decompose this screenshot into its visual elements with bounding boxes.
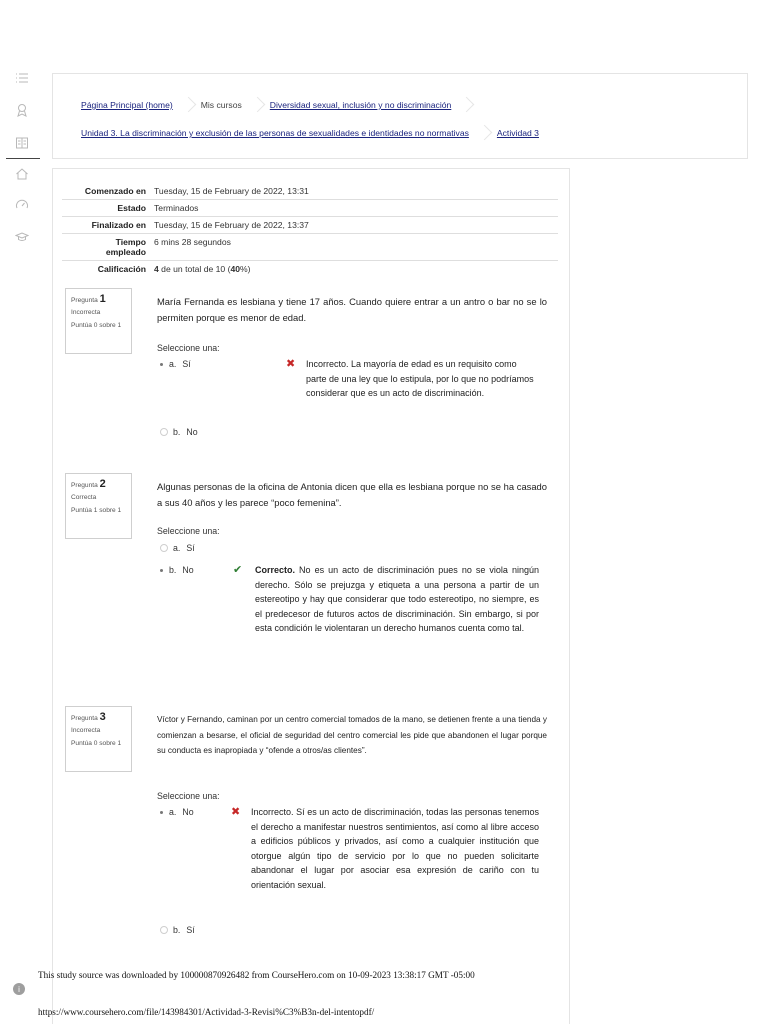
answer-text: No — [182, 807, 194, 817]
grade-label: Calificación — [97, 264, 146, 274]
summary-row-state — [62, 200, 558, 217]
incorrect-x-icon: ✖ — [231, 806, 241, 818]
answer-option-3a[interactable] — [157, 807, 194, 817]
question-points: Puntúa 1 sobre 1 — [71, 506, 122, 514]
correct-check-icon: ✔ — [233, 564, 243, 576]
answer-text: Sí — [182, 359, 191, 369]
book-icon[interactable] — [12, 133, 32, 153]
question-status: Correcta — [71, 494, 97, 501]
breadcrumb-activity-link[interactable]: Actividad 3 — [496, 128, 539, 138]
breadcrumb-my-courses: Mis cursos — [200, 100, 242, 110]
breadcrumb-separator — [252, 96, 260, 114]
grade-percent: 40 — [230, 264, 241, 274]
feedback-1 — [306, 357, 536, 401]
finished-value: Tuesday, 15 de February de 2022, 13:37 — [154, 220, 309, 230]
breadcrumb-line-2 — [81, 124, 539, 142]
breadcrumb-separator — [479, 124, 487, 142]
feedback-title: Incorrecto. — [306, 359, 349, 369]
question-text-2: Algunas personas de la oficina de Antonia dicen que ella es lesbiana porque no se ha casado a sus 40 años y les parece “poco femenina”. — [157, 481, 547, 508]
summary-row-grade — [62, 261, 558, 278]
question-info-1 — [65, 288, 132, 354]
dashboard-icon[interactable] — [12, 195, 32, 215]
grade-value — [154, 264, 558, 274]
selected-dot — [160, 569, 163, 572]
feedback-title: Incorrecto. — [251, 807, 294, 817]
badge-icon[interactable] — [12, 100, 32, 120]
answer-text: Sí — [186, 543, 195, 553]
feedback-body: No es un acto de discriminación pues no se viola ningún derecho. Sólo se prejuzga y etiqueta a una persona a partir de un estereotipo y hay que considerar que todo estereotipo, no siempre, es el predecesor de futuros actos de discriminación. Sin embargo, si por esta condición le violentaran un derecho humanos cuenta como tal. — [255, 565, 539, 634]
grade-score: 4 — [154, 264, 159, 274]
breadcrumb-separator — [461, 96, 469, 114]
question-number: 1 — [99, 293, 106, 305]
state-label: Estado — [117, 203, 146, 213]
selected-dot — [160, 363, 163, 366]
question-text-1: María Fernanda es lesbiana y tiene 17 años. Cuando quiere entrar a un antro o bar no se lo permiten porque es menor de edad. — [157, 296, 547, 323]
radio-button — [160, 926, 168, 934]
answer-letter: a. — [173, 543, 181, 553]
grade-mid: de un total de 10 ( — [161, 264, 231, 274]
incorrect-x-icon: ✖ — [286, 358, 296, 370]
breadcrumb-line-1 — [81, 96, 479, 114]
question-label: Pregunta — [71, 482, 98, 489]
rail-divider — [6, 158, 40, 159]
question-prompt-2: Seleccione una: — [157, 526, 220, 536]
question-number: 2 — [99, 478, 106, 490]
graduation-cap-icon[interactable] — [12, 227, 32, 247]
question-status: Incorrecta — [71, 727, 101, 734]
answer-option-1b[interactable] — [157, 427, 198, 437]
question-prompt-3: Seleccione una: — [157, 791, 220, 801]
left-nav-rail — [0, 60, 44, 1020]
breadcrumb-course-link[interactable]: Diversidad sexual, inclusión y no discriminación — [269, 100, 452, 110]
answer-letter: a. — [169, 359, 177, 369]
question-status: Incorrecta — [71, 309, 101, 316]
answer-option-2b[interactable] — [157, 565, 194, 575]
feedback-body: Sí es un acto de discriminación, todas las personas tenemos el derecho a manifestar nuestros sentimientos, así como al libre acceso a edificios públicos y privados, así como a cualquier institución que otorgue algún tipo de servicio por lo que no pueden solicitarte abandonar el lugar por asociar esa expresión de cariño con tu orientación sexual. — [251, 807, 539, 890]
question-label: Pregunta — [71, 297, 98, 304]
source-url[interactable]: https://www.coursehero.com/file/143984301/Actividad-3-Revisi%C3%B3n-del-intentopdf/ — [38, 1007, 375, 1017]
attempt-summary-table — [62, 183, 558, 278]
time-label — [62, 237, 154, 257]
breadcrumb — [52, 73, 748, 159]
finished-label: Finalizado en — [91, 220, 146, 230]
started-value: Tuesday, 15 de February de 2022, 13:31 — [154, 186, 309, 196]
answer-letter: a. — [169, 807, 177, 817]
feedback-3 — [251, 805, 539, 892]
answer-option-2a[interactable] — [157, 543, 195, 553]
answer-option-1a[interactable] — [157, 359, 191, 369]
feedback-title: Correcto. — [255, 565, 296, 575]
started-label: Comenzado en — [84, 186, 146, 196]
radio-button — [160, 544, 168, 552]
time-label-line-1: Tiempo — [115, 237, 146, 247]
summary-row-time — [62, 234, 558, 261]
summary-row-finished — [62, 217, 558, 234]
selected-dot — [160, 811, 163, 814]
radio-button — [160, 428, 168, 436]
breadcrumb-separator — [183, 96, 191, 114]
breadcrumb-unit-link[interactable]: Unidad 3. La discriminación y exclusión de las personas de sexualidades e identidades no normativas — [81, 128, 469, 138]
answer-option-3b[interactable] — [157, 925, 195, 935]
grade-end: %) — [240, 264, 251, 274]
info-icon: i — [13, 983, 25, 995]
answer-letter: b. — [173, 427, 181, 437]
answer-text: Sí — [186, 925, 195, 935]
question-info-2 — [65, 473, 132, 539]
question-info-3 — [65, 706, 132, 772]
answer-text: No — [182, 565, 194, 575]
time-label-line-2: empleado — [105, 247, 146, 257]
time-value: 6 mins 28 segundos — [154, 237, 231, 247]
summary-row-started — [62, 183, 558, 200]
answer-text: No — [186, 427, 198, 437]
state-value: Terminados — [154, 203, 199, 213]
breadcrumb-home-link[interactable]: Página Principal (home) — [81, 100, 173, 110]
download-source-note: This study source was downloaded by 100000870926482 from CourseHero.com on 10-09-2023 13:38:17 GMT -05:00 — [38, 970, 475, 980]
list-icon[interactable] — [12, 68, 32, 88]
question-points: Puntúa 0 sobre 1 — [71, 321, 122, 329]
question-points: Puntúa 0 sobre 1 — [71, 739, 122, 747]
question-number: 3 — [99, 711, 106, 723]
feedback-body: La mayoría de edad es un requisito como parte de una ley que lo estipula, por lo que no podríamos considerar que es un acto de discriminación. — [306, 359, 534, 399]
answer-letter: b. — [173, 925, 181, 935]
feedback-2 — [255, 563, 539, 636]
question-label: Pregunta — [71, 715, 98, 722]
home-icon[interactable] — [12, 164, 32, 184]
answer-letter: b. — [169, 565, 177, 575]
question-prompt-1: Seleccione una: — [157, 343, 220, 353]
question-text-3: Víctor y Fernando, caminan por un centro comercial tomados de la mano, se detienen frente a una tienda y comienzan a besarse, el oficial de seguridad del centro comercial les pide que abandonen el lugar porque su conducta es inapropiada y “ofende a otros/as clientes”. — [157, 715, 547, 756]
